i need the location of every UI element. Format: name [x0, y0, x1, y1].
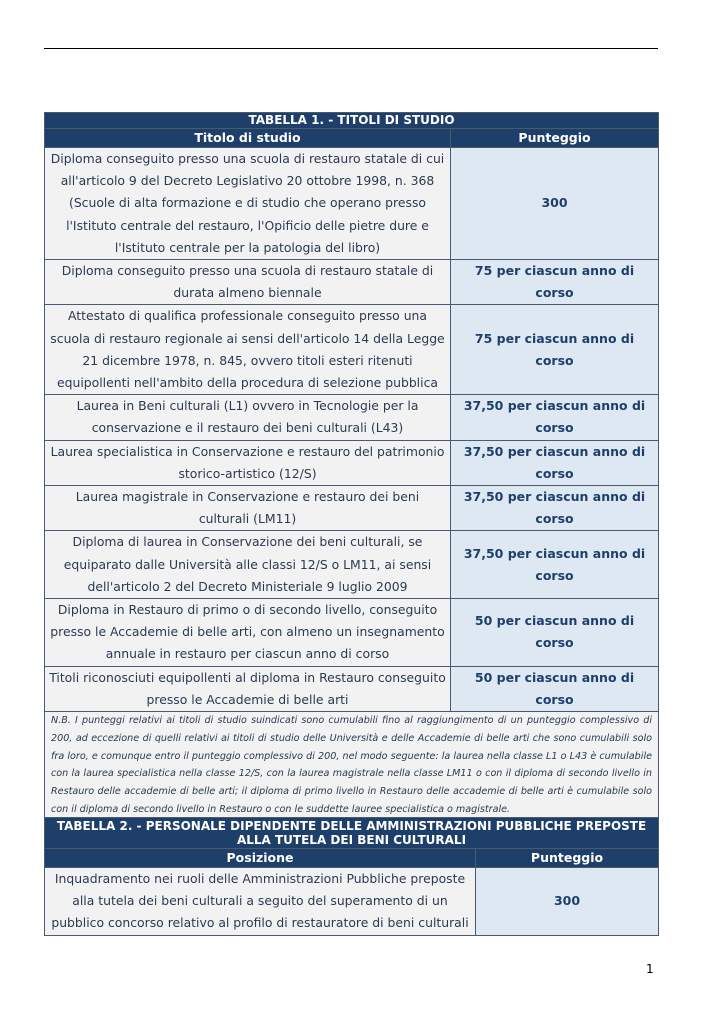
- row-score: 37,50 per ciascun anno di corso: [451, 395, 659, 440]
- row-score: 37,50 per ciascun anno di corso: [451, 486, 659, 531]
- note-row: [45, 712, 659, 820]
- column-header-posizione: Posizione: [45, 849, 476, 868]
- row-title: Laurea magistrale in Conservazione e restauro dei beni culturali (LM11): [45, 486, 451, 531]
- table-title-row: [45, 818, 659, 849]
- table-row: [45, 599, 659, 667]
- table-row: [45, 260, 659, 305]
- table-header-row: [45, 129, 659, 148]
- column-header-punteggio: Punteggio: [476, 849, 659, 868]
- row-score: 75 per ciascun anno di corso: [451, 260, 659, 305]
- row-title: Diploma conseguito presso una scuola di restauro statale di durata almeno biennale: [45, 260, 451, 305]
- table-row: [45, 148, 659, 260]
- row-title: Laurea in Beni culturali (L1) ovvero in Tecnologie per la conservazione e il restauro dei beni culturali (L43): [45, 395, 451, 440]
- table-row: [45, 666, 659, 711]
- row-title: Inquadramento nei ruoli delle Amministrazioni Pubbliche preposte alla tutela dei beni culturali a seguito del superamento di un pubblico concorso relativo al profilo di restauratore di beni culturali: [45, 868, 476, 936]
- page-number: 1: [646, 962, 654, 976]
- table-row: [45, 395, 659, 440]
- table-row: [45, 531, 659, 599]
- row-score: 37,50 per ciascun anno di corso: [451, 531, 659, 599]
- row-title: Laurea specialistica in Conservazione e restauro del patrimonio storico-artistico (12/S): [45, 440, 451, 485]
- row-score: 50 per ciascun anno di corso: [451, 599, 659, 667]
- row-score: 75 per ciascun anno di corso: [451, 305, 659, 395]
- table-titoli-di-studio: [44, 112, 659, 820]
- table-row: [45, 868, 659, 936]
- row-title: Diploma in Restauro di primo o di secondo livello, conseguito presso le Accademie di belle arti, con almeno un insegnamento annuale in restauro per ciascun anno di corso: [45, 599, 451, 667]
- column-header-punteggio: Punteggio: [451, 129, 659, 148]
- row-title: Titoli riconosciuti equipollenti al diploma in Restauro conseguito presso le Accademie di belle arti: [45, 666, 451, 711]
- row-title: Diploma di laurea in Conservazione dei beni culturali, se equiparato dalle Università alle classi 12/S o LM11, ai sensi dell'articolo 2 del Decreto Ministeriale 9 luglio 2009: [45, 531, 451, 599]
- table-note: N.B. I punteggi relativi ai titoli di studio suindicati sono cumulabili fino al raggiungimento di un punteggio complessivo di 200, ad eccezione di quelli relativi ai titoli di studio delle Università e delle Accademie di belle arti che sono cumulabili solo fra loro, e comunque entro il punteggio complessivo di 200, nel modo seguente: la laurea nella classe L1 o L43 è cumulabile con la laurea specialistica nella classe 12/S, con la laurea magistrale nella classe LM11 o con il diploma di secondo livello in Restauro delle accademie di belle arti; il diploma di primo livello in Restauro delle accademie di belle arti è cumulabile solo con il diploma di secondo livello in Restauro o con le suddette lauree specialistica o magistrale.: [45, 712, 659, 820]
- row-score: 37,50 per ciascun anno di corso: [451, 440, 659, 485]
- row-title: Attestato di qualifica professionale conseguito presso una scuola di restauro regionale ai sensi dell'articolo 14 della Legge 21 dicembre 1978, n. 845, ovvero titoli esteri ritenuti equipollenti nell'ambito della procedura di selezione pubblica: [45, 305, 451, 395]
- table-title: TABELLA 2. - PERSONALE DIPENDENTE DELLE AMMINISTRAZIONI PUBBLICHE PREPOSTE ALLA TUTELA DEI BENI CULTURALI: [45, 818, 659, 849]
- table-title-row: [45, 113, 659, 129]
- row-title: Diploma conseguito presso una scuola di restauro statale di cui all'articolo 9 del Decreto Legislativo 20 ottobre 1998, n. 368 (Scuole di alta formazione e di studio che operano presso l'Istituto centrale del restauro, l'Opificio delle pietre dure e l'Istituto centrale per la patologia del libro): [45, 148, 451, 260]
- row-score: 50 per ciascun anno di corso: [451, 666, 659, 711]
- table-row: [45, 440, 659, 485]
- row-score: 300: [451, 148, 659, 260]
- row-score: 300: [476, 868, 659, 936]
- header-rule: [44, 48, 658, 49]
- column-header-titolo: Titolo di studio: [45, 129, 451, 148]
- table-title: TABELLA 1. - TITOLI DI STUDIO: [45, 113, 659, 129]
- table-row: [45, 305, 659, 395]
- table-personale-dipendente: [44, 817, 659, 936]
- table-header-row: [45, 849, 659, 868]
- table-row: [45, 486, 659, 531]
